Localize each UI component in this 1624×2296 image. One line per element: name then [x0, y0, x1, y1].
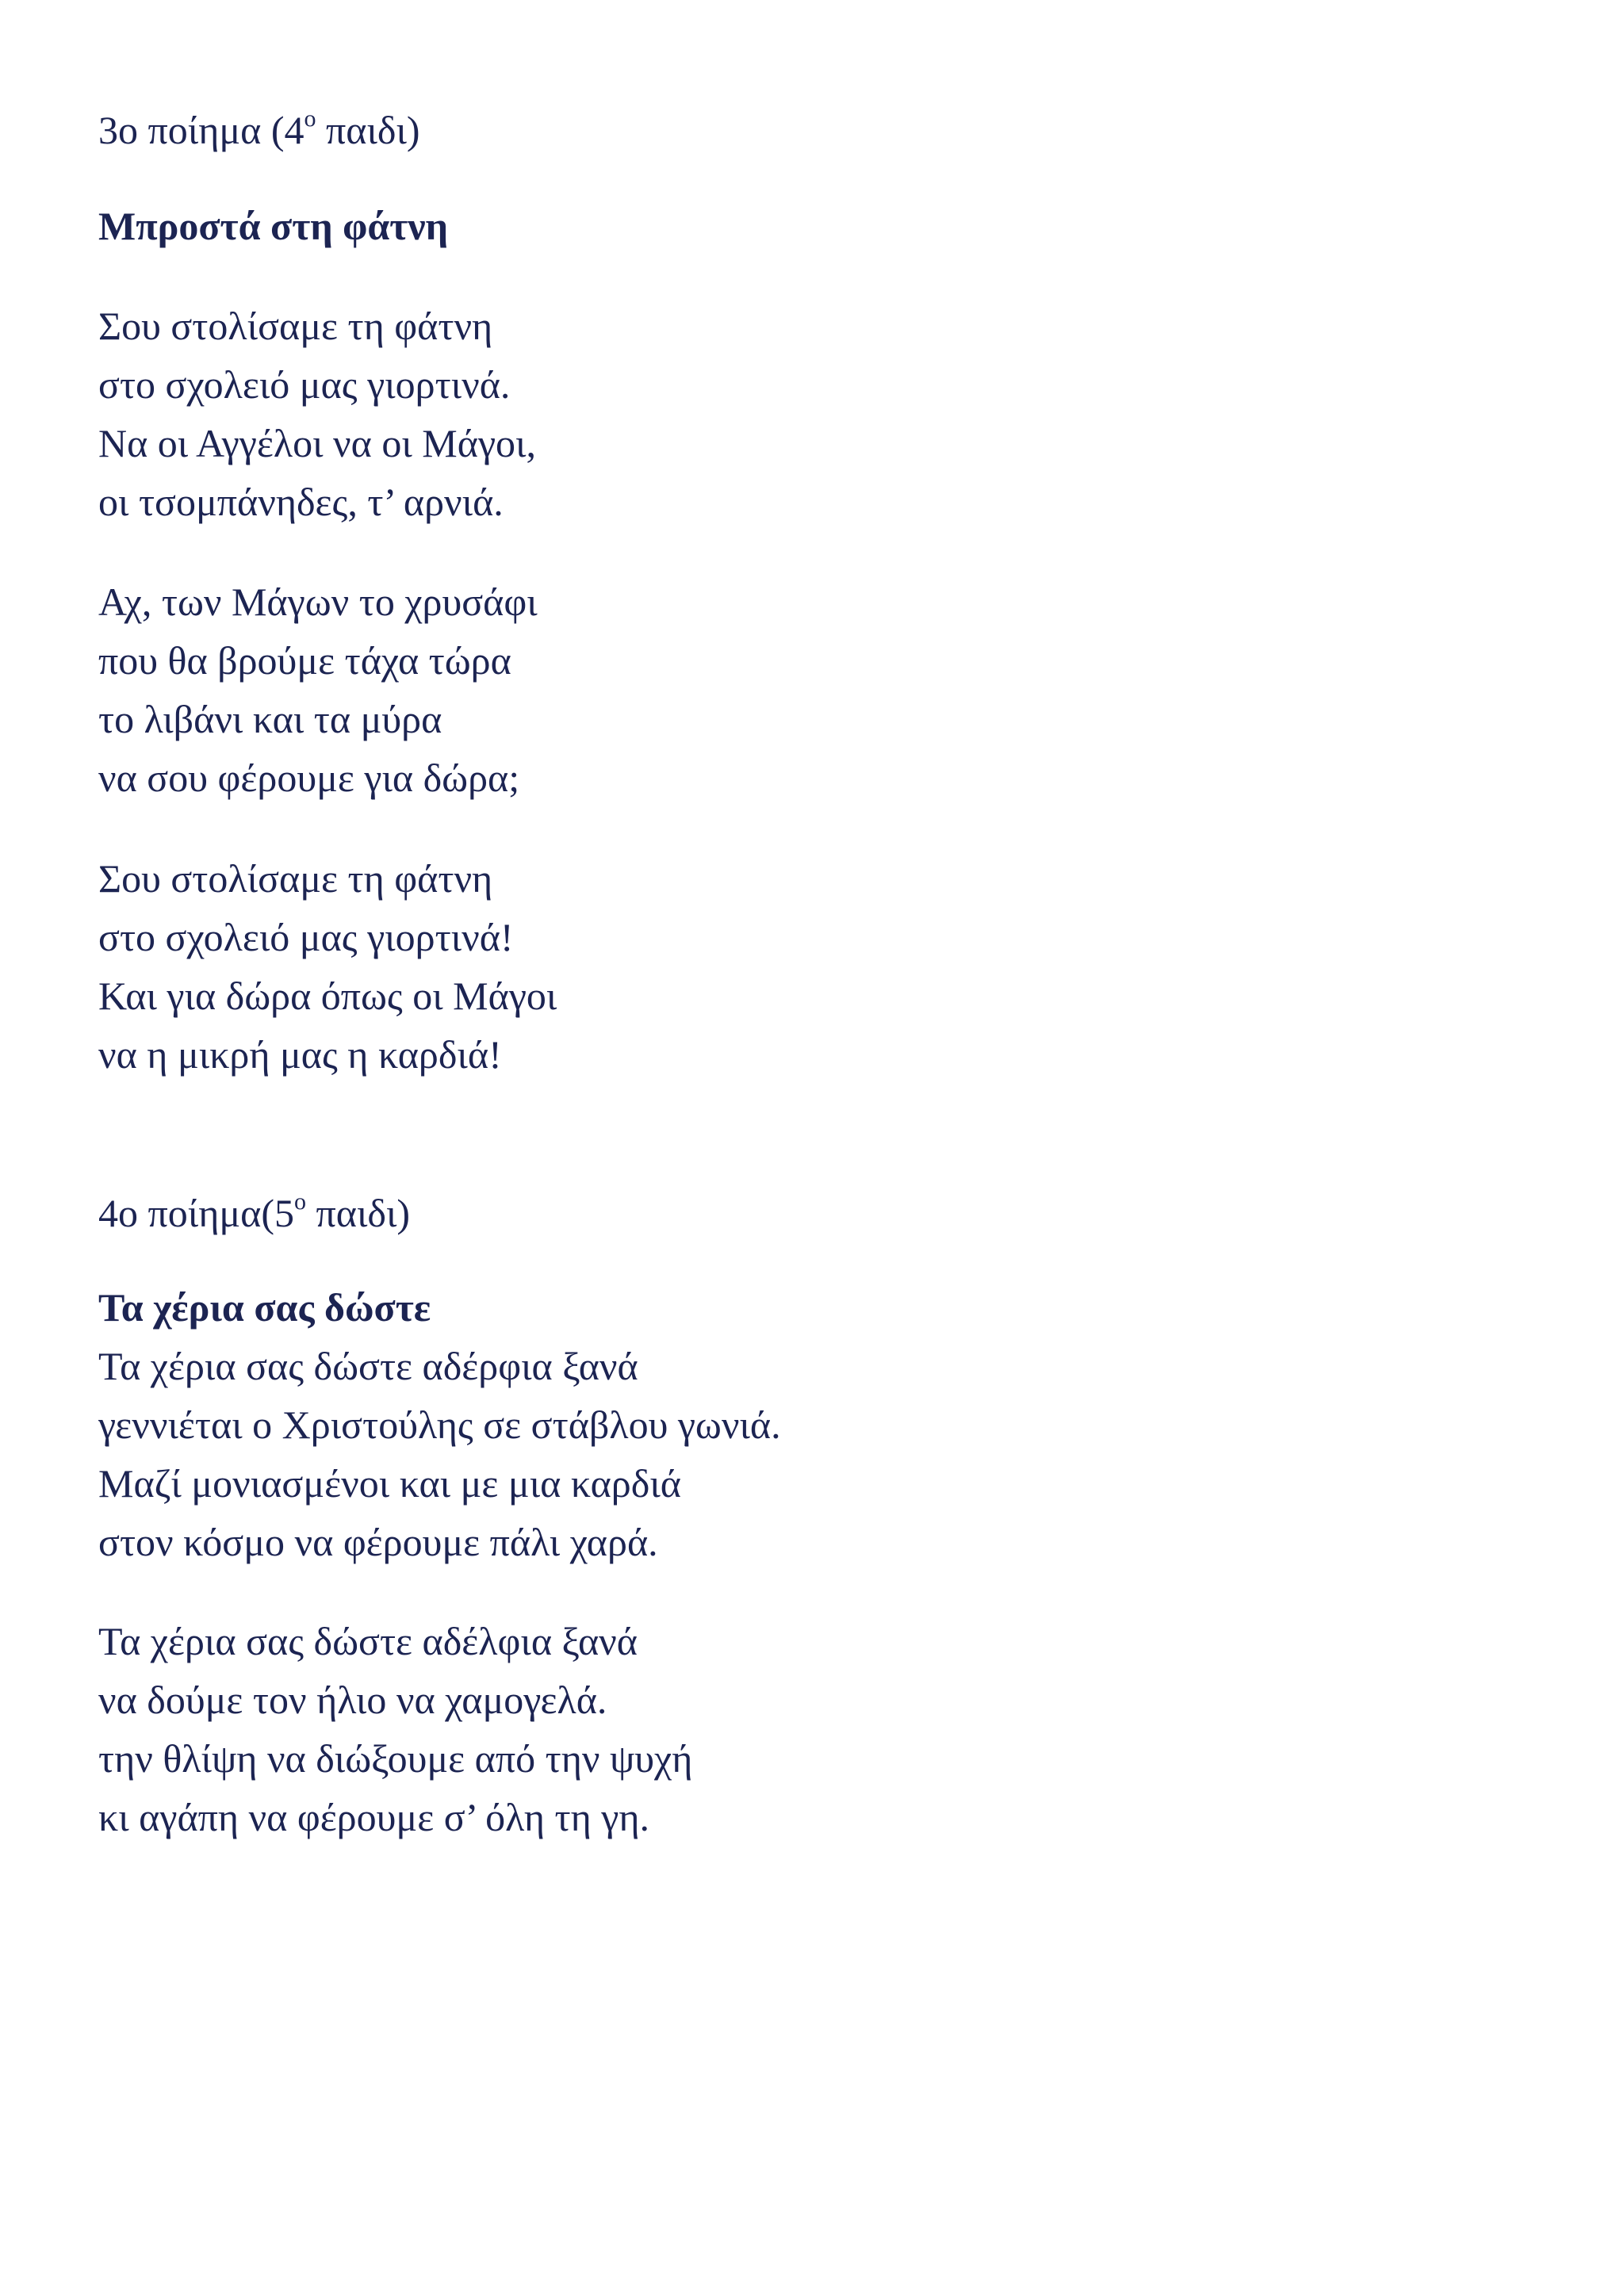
- poem3-stanza2-line4: να σου φέρουμε για δώρα;: [98, 756, 520, 800]
- poem3-heading: 3ο ποίημα ($4^o$ παιδι): [98, 105, 420, 152]
- poem4-stanza1-line3: Μαζί μονιασμένοι και με μια καρδιά: [98, 1461, 681, 1506]
- poem3-stanza1-line3: Να οι Αγγέλοι να οι Μάγοι,: [98, 421, 537, 465]
- poem3-stanza3-line3: Και για δώρα όπως οι Μάγοι: [98, 974, 557, 1018]
- poem3-stanza3-line1: Σου στολίσαμε τη φάτνη: [98, 856, 493, 901]
- poem3-title: Μπροστά στη φάτνη: [98, 204, 449, 248]
- poem4-stanza2-line2: να δούμε τον ήλιο να χαμογελά.: [98, 1678, 607, 1722]
- poem4-stanza1-line1: Τα χέρια σας δώστε αδέρφια ξανά: [98, 1344, 638, 1388]
- poem3-stanza3-line2: στο σχολειό μας γιορτινά!: [98, 915, 514, 959]
- poem3-stanza2-line3: το λιβάνι και τα μύρα: [98, 697, 442, 741]
- poem4-heading: 4ο $\pi oί\eta\mu\alpha(5^o$ παιδι): [98, 1188, 411, 1235]
- poem4-stanza2-line4: κι αγάπη να φέρουμε σ’ όλη τη γη.: [98, 1795, 650, 1839]
- poem3-stanza1-line4: οι τσομπάνηδες, τ’ αρνιά.: [98, 480, 504, 524]
- poem4-stanza2-line3: την θλίψη να διώξουμε από την ψυχή: [98, 1736, 693, 1781]
- poem4-stanza2-line1: Τα χέρια σας δώστε αδέλφια ξανά: [98, 1619, 638, 1663]
- poem3-stanza1-line1: Σου στολίσαμε τη φάτνη: [98, 304, 493, 348]
- poem3-stanza2-line1: Αχ, των Μάγων το χρυσάφι: [98, 580, 538, 624]
- poem4-stanza1-line4: στον κόσμο να φέρουμε πάλι χαρά.: [98, 1520, 658, 1564]
- poem4-stanza1-line2: γεννιέται ο Χριστούλης σε στάβλου γωνιά.: [98, 1402, 781, 1447]
- poem3-stanza3-line4: να η μικρή μας η καρδιά!: [98, 1032, 502, 1077]
- poem4-title: Τα χέρια σας δώστε: [98, 1285, 431, 1330]
- poem3-stanza2-line2: που θα βρούμε τάχα τώρα: [98, 638, 511, 683]
- poem3-stanza1-line2: στο σχολειό μας γιορτινά.: [98, 362, 511, 407]
